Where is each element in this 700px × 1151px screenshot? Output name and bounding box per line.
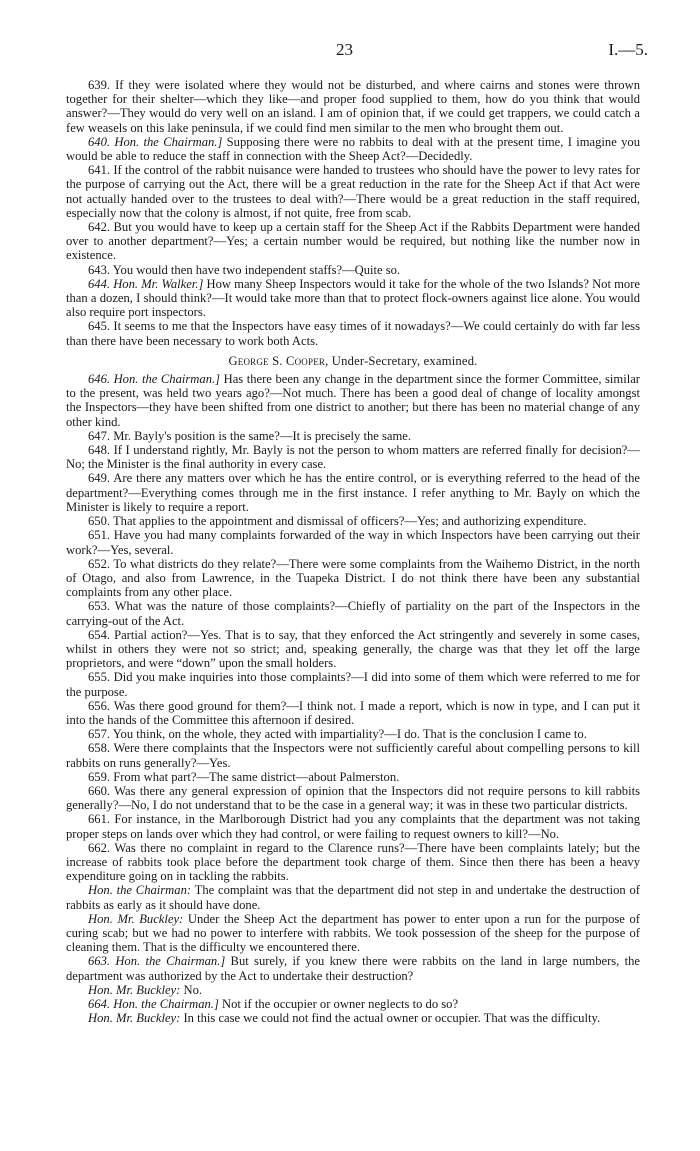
evidence-section-after: [66, 372, 640, 1025]
paragraph-text: 643. You would then have two independent staffs?—Quite so.: [88, 262, 401, 277]
testimony-paragraph: [66, 163, 640, 220]
paragraph-text: 651. Have you had many complaints forwarded of the way in which Inspectors have been carrying out their work?—Yes, several.: [66, 528, 640, 557]
document-reference: I.—5.: [608, 40, 648, 59]
page-number: 23: [336, 40, 353, 59]
testimony-paragraph: [66, 514, 640, 528]
paragraph-text: 639. If they were isolated where they would not be disturbed, and where cairns and stones were thrown together for their shelter—which they like—and proper food supplied to them, how do you think that would answer?—They would do very well on an island. I am of opinion that, if we could get trappers, we could catch a few weasels on this lake peninsula, if we could find men similar to the men who brought them out.: [66, 78, 640, 135]
paragraph-text: 642. But you would have to keep up a certain staff for the Sheep Act if the Rabbits Department were handed over to another department?—Yes; a certain number would be required, but nothing like the number now in existence.: [66, 220, 640, 263]
testimony-paragraph: [66, 727, 640, 741]
testimony-paragraph: [66, 471, 640, 514]
testimony-paragraph: [66, 78, 640, 135]
speaker-lead: 646. Hon. the Chairman.]: [88, 372, 221, 387]
paragraph-text: Under the Sheep Act the department has power to enter upon a run for the purpose of curing scab; but we had no power to interfere with rabbits. We took possession of the sheep for the purpose of cleaning them. That is the difficulty we encountered there.: [66, 911, 640, 955]
witness-name: George S. Cooper,: [228, 353, 329, 368]
paragraph-text: 649. Are there any matters over which he has the entire control, or is everything referred to the head of the department?—Everything comes through me in the first instance. I refer anything to Mr. Bayly on which the Minister is likely to require a report.: [66, 471, 640, 514]
paragraph-text: 652. To what districts do they relate?—There were some complaints from the Waihemo District, in the north of Otago, and also from Lawrence, in the Tuapeka District. I do not think there have been any substantial complaints from any other place.: [66, 556, 640, 600]
paragraph-text: 660. Was there any general expression of opinion that the Inspectors did not require persons to kill rabbits generally?—No, I do not understand that to be the case in a general way; it was in these two particular districts.: [66, 783, 640, 813]
testimony-paragraph: [66, 263, 640, 277]
testimony-paragraph: [66, 429, 640, 443]
speaker-lead: 664. Hon. the Chairman.]: [88, 997, 219, 1011]
paragraph-text: Not if the occupier or owner neglects to do so?: [218, 997, 459, 1011]
testimony-paragraph: [66, 699, 640, 727]
paragraph-text: Supposing there were no rabbits to deal with at the present time, I imagine you would be able to reduce the staff in connection with the Sheep Act?—Decidedly.: [66, 134, 641, 164]
paragraph-text: No.: [180, 982, 203, 997]
paragraph-text: Has there been any change in the department since the former Committee, similar to the present, was held two years ago?—Not much. There has been a good deal of change of locality amongst the Inspectors—they have been shifted from one district to another; but there has been no material change of any other kind.: [66, 372, 640, 429]
witness-role: Under-Secretary, examined.: [328, 353, 478, 368]
testimony-paragraph: [66, 599, 640, 627]
testimony-paragraph: [66, 372, 640, 429]
speaker-lead: Hon. Mr. Buckley:: [88, 1011, 181, 1026]
speaker-lead: 640. Hon. the Chairman.]: [88, 134, 223, 149]
testimony-paragraph: [66, 812, 640, 840]
witness-heading: [66, 354, 640, 368]
testimony-paragraph: [66, 770, 640, 784]
paragraph-text: In this case we could not find the actual owner or occupier. That was the difficulty.: [180, 1011, 601, 1026]
speaker-lead: 663. Hon. the Chairman.]: [88, 954, 226, 969]
page-header: [0, 40, 700, 66]
testimony-paragraph: [66, 135, 640, 163]
speaker-lead: 644. Hon. Mr. Walker.]: [88, 276, 204, 291]
testimony-paragraph: [66, 741, 640, 769]
paragraph-text: 662. Was there no complaint in regard to the Clarence runs?—There have been complaints lately; but the increase of rabbits took place before the department took charge of them. Since then there has been a heavy expenditure going on in tackling the rabbits.: [66, 840, 640, 884]
testimony-paragraph: [66, 277, 640, 320]
testimony-paragraph: [66, 220, 640, 263]
speaker-lead: Hon. Mr. Buckley:: [88, 911, 184, 926]
evidence-section-before: [66, 78, 640, 348]
paragraph-text: 650. That applies to the appointment and dismissal of officers?—Yes; and authorizing expenditure.: [88, 514, 587, 529]
paragraph-text: 657. You think, on the whole, they acted with impartiality?—I do. That is the conclusion I came to.: [88, 727, 587, 742]
speaker-lead: Hon. the Chairman:: [88, 883, 192, 898]
testimony-paragraph: [66, 997, 640, 1011]
paragraph-text: 658. Were there complaints that the Inspectors were not sufficiently careful about compelling persons to kill rabbits on runs generally?—Yes.: [66, 741, 640, 770]
testimony-paragraph: [66, 883, 640, 911]
testimony-paragraph: [66, 954, 640, 982]
page-body: [66, 78, 640, 1025]
testimony-paragraph: [66, 557, 640, 600]
paragraph-text: 653. What was the nature of those complaints?—Chiefly of partiality on the part of the Inspectors in the carrying-out of the Act.: [66, 599, 640, 628]
testimony-paragraph: [66, 528, 640, 556]
testimony-paragraph: [66, 1011, 640, 1025]
testimony-paragraph: [66, 319, 640, 347]
testimony-paragraph: [66, 784, 640, 812]
testimony-paragraph: [66, 912, 640, 955]
paragraph-text: 655. Did you make inquiries into those complaints?—I did into some of them which were referred to me for the purpose.: [66, 670, 640, 699]
paragraph-text: The complaint was that the department did not step in and undertake the destruction of rabbits as early as it should have done.: [66, 883, 640, 912]
paragraph-text: 654. Partial action?—Yes. That is to say, that they enforced the Act stringently and severely in some cases, whilst in others they were not so strict; and, speaking generally, the charge was that they let off the large proprietors, and were “down” upon the small holders.: [66, 627, 640, 671]
paragraph-text: 641. If the control of the rabbit nuisance were handed to trustees who should have the power to levy rates for the purpose of carrying out the Act, there will be a great reduction in the rate for the Sheep Act if that Act were not actually handed over to the trustees to deal with?—There would be a great reduction in the staff required, especially now that the colony is almost, if not quite, free from scab.: [66, 163, 640, 220]
testimony-paragraph: [66, 983, 640, 997]
paragraph-text: 648. If I understand rightly, Mr. Bayly is not the person to whom matters are referred finally for decision?—No; the Minister is the final authority in every case.: [66, 443, 640, 472]
paragraph-text: How many Sheep Inspectors would it take for the whole of the two Islands? Not more than a dozen, I should think?—It would take more than that to protect flock-owners against lice alone. You would also require port inspectors.: [66, 276, 641, 320]
paragraph-text: 659. From what part?—The same district—about Palmerston.: [88, 769, 400, 784]
paragraph-text: 645. It seems to me that the Inspectors have easy times of it nowadays?—We could certainly do with far less than there have been necessary to work both Acts.: [66, 319, 640, 348]
paragraph-text: 647. Mr. Bayly's position is the same?—It is precisely the same.: [88, 428, 412, 443]
testimony-paragraph: [66, 628, 640, 671]
paragraph-text: But surely, if you knew there were rabbits on the land in large numbers, the department was authorized by the Act to undertake their destruction?: [66, 954, 640, 983]
testimony-paragraph: [66, 443, 640, 471]
paragraph-text: 656. Was there good ground for them?—I think not. I made a report, which is now in type, and I can put it into the hands of the Committee this afternoon if desired.: [66, 698, 640, 727]
paragraph-text: 661. For instance, in the Marlborough District had you any complaints that the department was not taking proper steps on lands over which they had control, or were failing to request owners to kill?—No.: [66, 812, 640, 841]
speaker-lead: Hon. Mr. Buckley:: [88, 982, 181, 997]
testimony-paragraph: [66, 670, 640, 698]
testimony-paragraph: [66, 841, 640, 884]
